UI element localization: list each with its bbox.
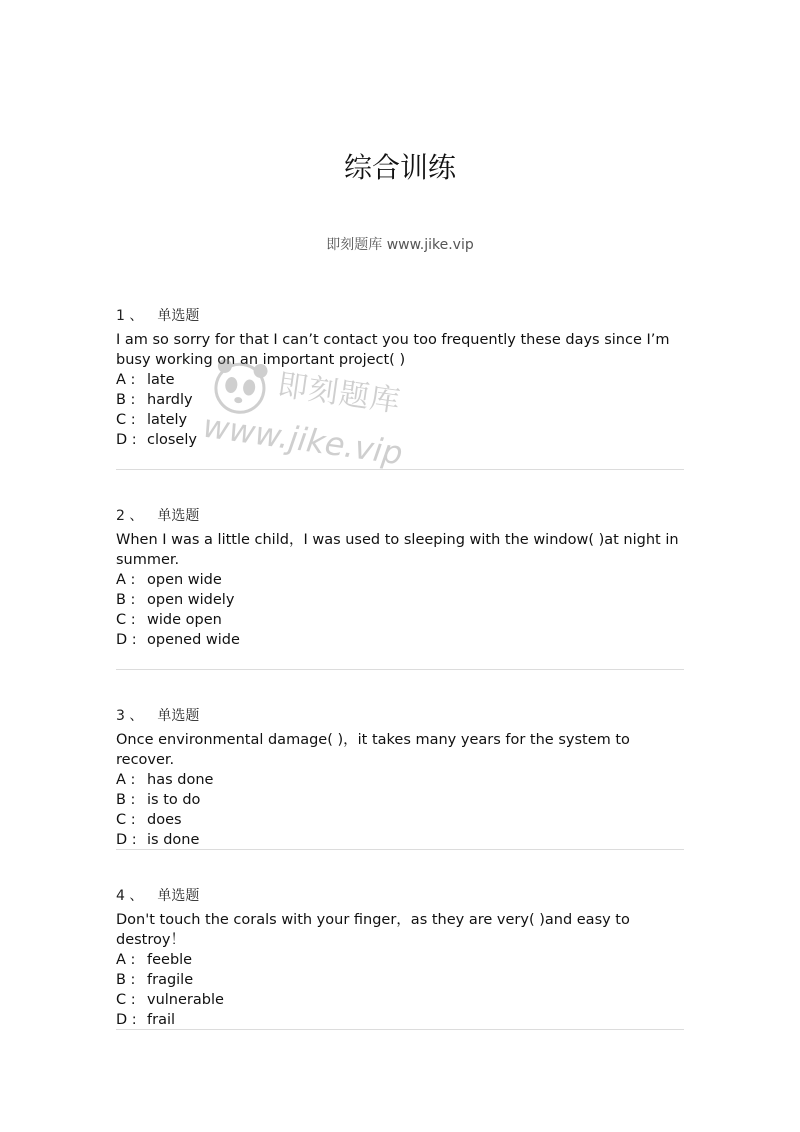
option-text: hardly — [147, 392, 193, 408]
option-text: open widely — [147, 592, 235, 608]
question-type: 单选题 — [157, 708, 200, 724]
option-a[interactable] — [116, 770, 686, 790]
question-type: 单选题 — [157, 888, 200, 904]
option-letter: C : — [116, 612, 136, 628]
option-text: feeble — [147, 952, 193, 968]
question-number: 2 、 — [116, 508, 144, 524]
option-letter: B : — [116, 792, 136, 808]
option-text: lately — [147, 412, 188, 428]
question-stem: Once environmental damage( )，it takes many years for the system to recover. — [116, 732, 630, 768]
watermark-brand: 即刻题库 — [275, 367, 403, 420]
question-3 — [116, 706, 686, 850]
question-type: 单选题 — [157, 508, 200, 524]
option-c[interactable] — [116, 990, 686, 1010]
question-header — [116, 886, 686, 906]
question-1 — [116, 306, 686, 450]
question-header — [116, 706, 686, 726]
option-d[interactable] — [116, 430, 686, 450]
option-text: is done — [147, 832, 200, 848]
option-c[interactable] — [116, 810, 686, 830]
question-stem: When I was a little child，I was used to sleeping with the window( )at night in summer. — [116, 532, 679, 568]
option-b[interactable] — [116, 390, 686, 410]
question-number: 4 、 — [116, 888, 144, 904]
option-letter: B : — [116, 972, 136, 988]
option-a[interactable] — [116, 950, 686, 970]
option-letter: D : — [116, 832, 137, 848]
question-header — [116, 306, 686, 326]
option-b[interactable] — [116, 590, 686, 610]
question-type: 单选题 — [157, 308, 200, 324]
option-b[interactable] — [116, 970, 686, 990]
option-a[interactable] — [116, 370, 686, 390]
option-letter: C : — [116, 412, 136, 428]
option-d[interactable] — [116, 1010, 686, 1030]
option-letter: A : — [116, 572, 136, 588]
option-text: frail — [147, 1012, 176, 1028]
option-text: is to do — [147, 792, 201, 808]
page-title: 综合训练 — [343, 151, 456, 184]
page-subtitle: 即刻题库 www.jike.vip — [326, 237, 474, 253]
divider — [116, 1029, 684, 1030]
question-2 — [116, 506, 686, 650]
option-a[interactable] — [116, 570, 686, 590]
option-text: vulnerable — [147, 992, 224, 1008]
question-stem: I am so sorry for that I can’t contact you too frequently these days since I’m busy working on an important project( ) — [116, 332, 670, 368]
option-d[interactable] — [116, 630, 686, 650]
option-letter: D : — [116, 632, 137, 648]
option-text: fragile — [147, 972, 194, 988]
option-letter: C : — [116, 992, 136, 1008]
question-number: 1 、 — [116, 308, 144, 324]
option-text: has done — [147, 772, 214, 788]
option-letter: C : — [116, 812, 136, 828]
option-text: open wide — [147, 572, 222, 588]
option-d[interactable] — [116, 830, 686, 850]
option-b[interactable] — [116, 790, 686, 810]
question-stem: Don't touch the corals with your finger，as they are very( )and easy to destroy！ — [116, 912, 630, 948]
option-c[interactable] — [116, 410, 686, 430]
option-letter: A : — [116, 952, 136, 968]
question-header — [116, 506, 686, 526]
divider — [116, 669, 684, 670]
option-text: does — [147, 812, 182, 828]
watermark-url: www.jike.vip — [200, 406, 406, 473]
question-number: 3 、 — [116, 708, 144, 724]
option-text: opened wide — [147, 632, 240, 648]
option-letter: B : — [116, 592, 136, 608]
option-text: wide open — [147, 612, 222, 628]
option-letter: B : — [116, 392, 136, 408]
option-letter: D : — [116, 1012, 137, 1028]
option-text: late — [147, 372, 175, 388]
option-letter: A : — [116, 372, 136, 388]
question-4 — [116, 886, 686, 1030]
option-c[interactable] — [116, 610, 686, 630]
divider — [116, 469, 684, 470]
divider — [116, 849, 684, 850]
option-text: closely — [147, 432, 197, 448]
option-letter: D : — [116, 432, 137, 448]
option-letter: A : — [116, 772, 136, 788]
